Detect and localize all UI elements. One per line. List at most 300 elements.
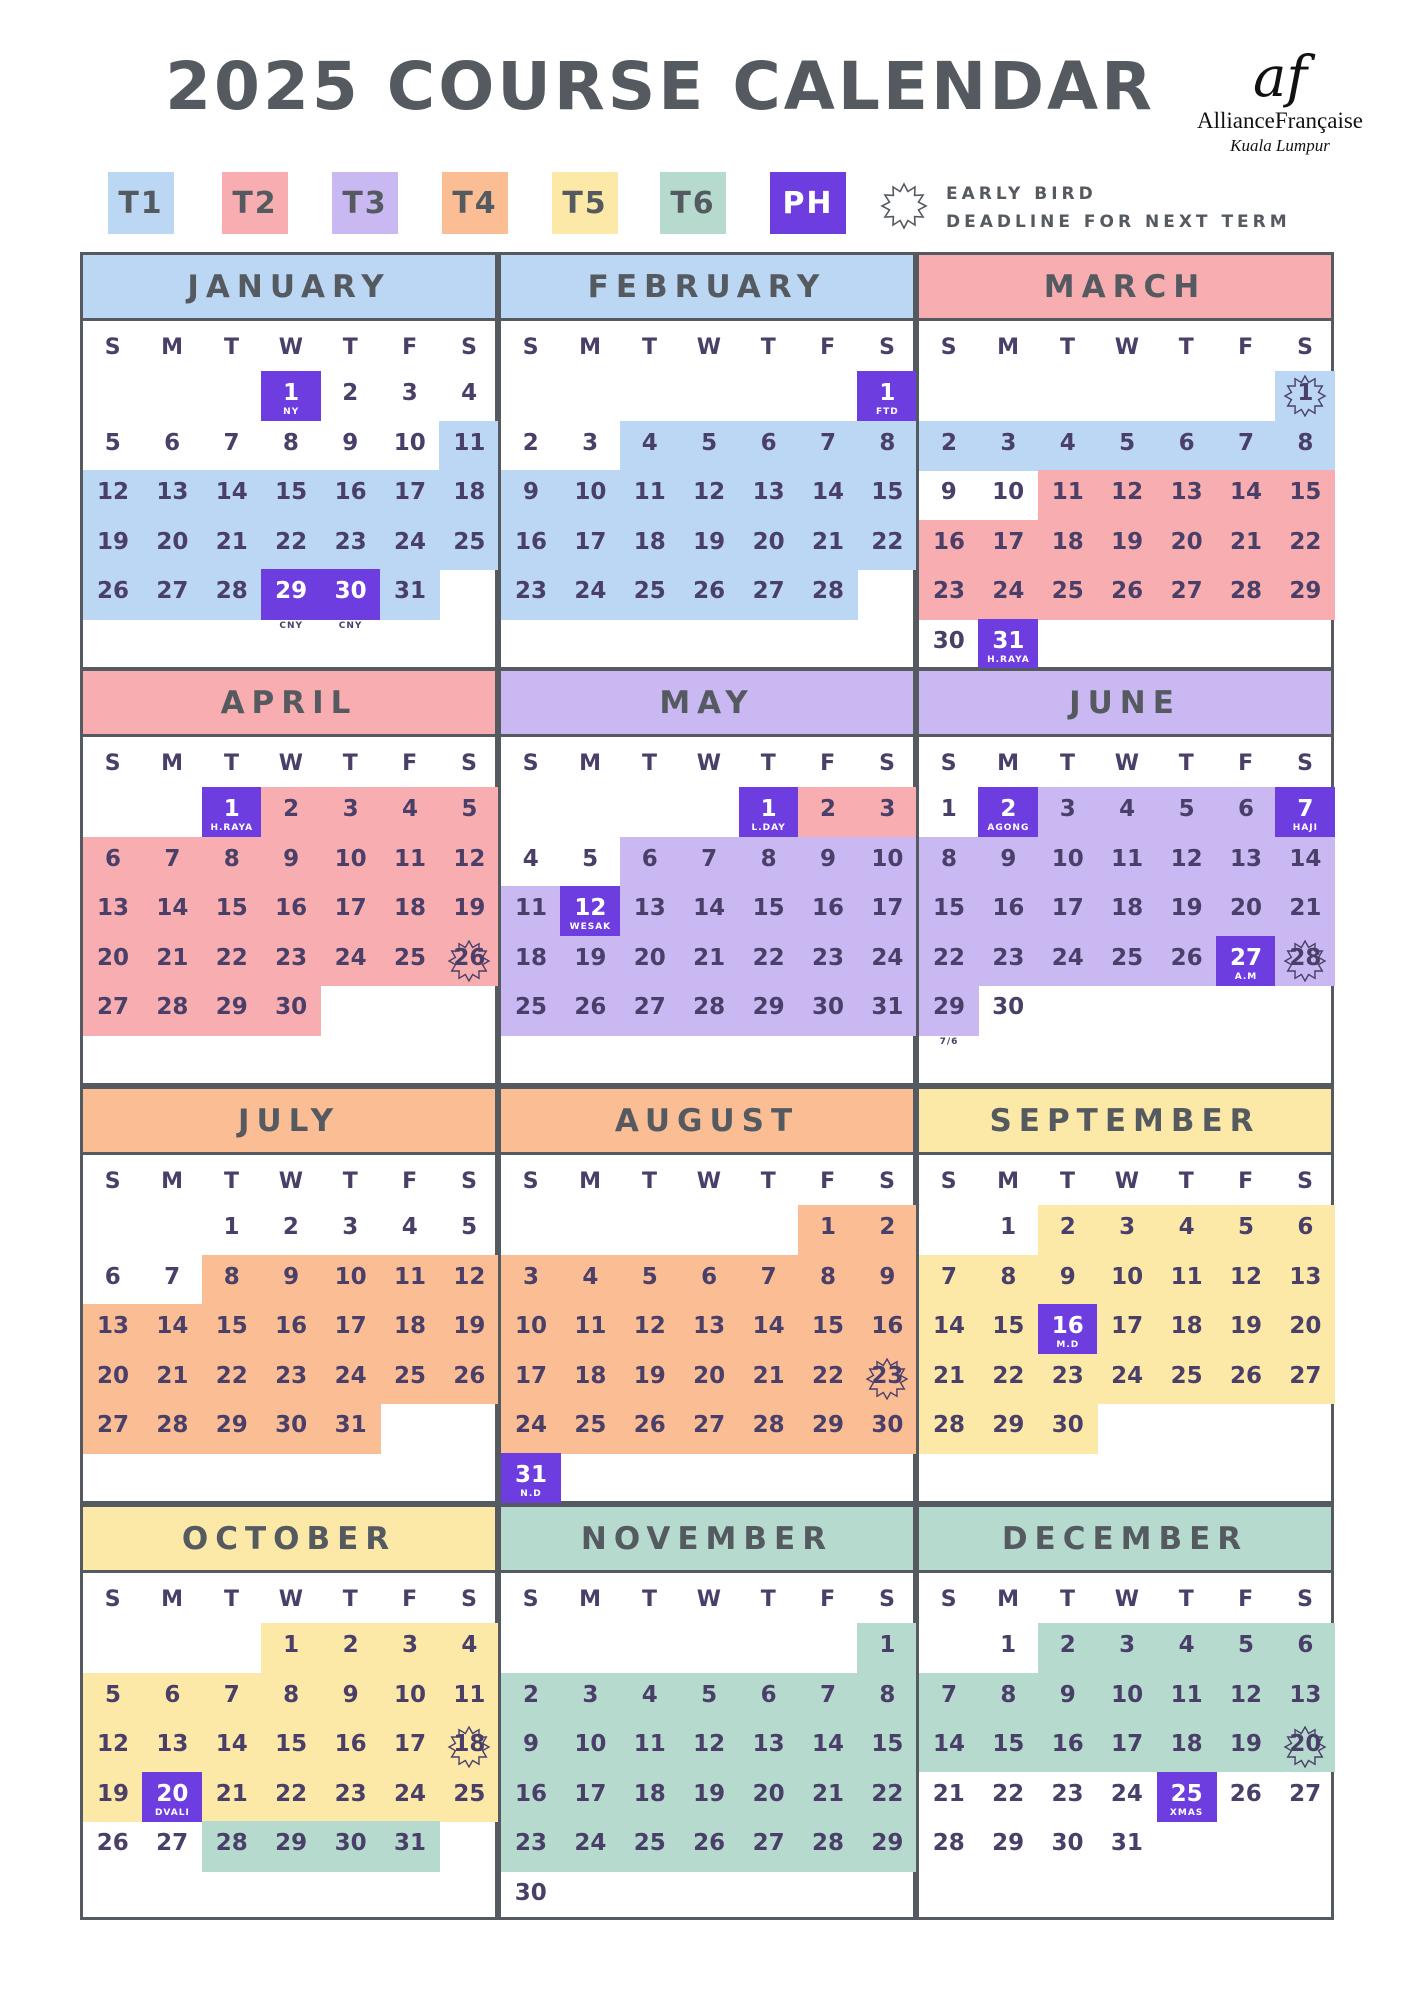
weekday-header: W [278,1169,304,1194]
day-number: 11 [574,1313,607,1340]
day-cell [321,1821,381,1871]
day-number: 11 [1051,479,1084,506]
day-cell [978,1722,1038,1772]
day-cell [857,520,917,570]
day-number: 6 [701,1263,718,1290]
month-title: SEPTEMBER [919,1089,1331,1155]
day-number: 18 [633,1780,666,1807]
day-cell [439,1673,499,1723]
day-cell [1216,569,1276,619]
day-number: 26 [96,578,129,605]
weekday-header: W [278,1587,304,1612]
day-number: 15 [932,895,965,922]
day-cell [83,1673,143,1723]
day-number: 3 [582,429,599,456]
month-january [80,252,498,670]
day-cell [501,1673,561,1723]
day-number: 27 [693,1412,726,1439]
day-cell [83,1354,143,1404]
day-cell [560,1354,620,1404]
day-number: 20 [1170,528,1203,555]
day-cell [1157,1354,1217,1404]
day-cell [1038,886,1098,936]
day-cell [439,1354,499,1404]
day-number: 28 [811,1830,844,1857]
day-number: 25 [453,1780,486,1807]
day-number: 31 [393,578,426,605]
day-cell [83,1772,143,1822]
calendar-grid [80,252,1336,1920]
day-cell [142,520,202,570]
day-number: 14 [932,1731,965,1758]
day-number: 11 [393,1263,426,1290]
day-cell [620,1772,680,1822]
day-cell [1216,520,1276,570]
day-cell [1157,1623,1217,1673]
day-cell [798,1255,858,1305]
day-cell [142,886,202,936]
day-cell [142,1722,202,1772]
day-number: 13 [752,1731,785,1758]
day-number: 16 [514,528,547,555]
day-number: 13 [752,479,785,506]
day-number: 28 [932,1830,965,1857]
day-number: 11 [633,479,666,506]
day-cell [560,1772,620,1822]
day-number: 30 [932,628,965,654]
day-cell [380,1354,440,1404]
day-cell [83,1403,143,1453]
day-number: 23 [932,578,965,605]
day-number: 7 [940,1263,957,1290]
weekday-header: S [104,751,121,776]
day-number: 2 [1059,1214,1076,1240]
day-cell [620,1821,680,1871]
day-number: 18 [453,479,486,506]
day-cell [1097,1205,1157,1255]
day-cell [83,1304,143,1354]
day-cell [679,470,739,520]
day-number: 22 [752,944,785,971]
weekday-header: M [997,335,1020,360]
day-cell [1275,470,1335,520]
day-number: 5 [582,845,599,872]
day-number: 29 [215,1412,248,1439]
holiday-label: L.DAY [751,823,786,833]
day-cell [321,569,381,632]
day-number: 31 [393,1830,426,1857]
day-cell [798,1205,858,1255]
day-number: 9 [342,429,359,456]
day-cell [261,985,321,1035]
day-cell [978,837,1038,887]
day-cell [798,886,858,936]
day-number: 13 [156,1731,189,1758]
day-number: 19 [1229,1313,1262,1340]
day-cell [857,1403,917,1453]
holiday-label: DVALI [154,1807,190,1818]
day-number: 24 [871,944,904,971]
day-number: 19 [96,528,129,555]
day-cell [501,1453,561,1503]
day-cell [380,421,439,471]
day-number: 25 [633,578,666,605]
day-cell [1097,837,1157,887]
day-number: 14 [811,1731,844,1758]
month-july [80,1086,498,1504]
day-number: 12 [574,895,607,922]
day-number: 21 [693,944,726,971]
day-number: 27 [96,1412,129,1439]
day-cell [1275,1304,1335,1354]
day-cell [1275,1673,1335,1723]
weekday-header: T [342,335,358,360]
day-cell [83,1255,142,1305]
day-cell [739,1821,799,1871]
day-cell [261,886,321,936]
day-number: 1 [223,1214,240,1240]
day-number: 23 [992,944,1025,971]
day-cell [261,1623,321,1673]
day-cell [439,787,499,837]
day-cell [261,1722,321,1772]
weekday-header: T [223,751,239,776]
day-number: 26 [1170,944,1203,971]
day-cell [321,421,380,471]
day-number: 15 [871,1731,904,1758]
day-cell [798,1673,858,1723]
day-cell [380,1623,440,1673]
day-cell [380,470,440,520]
day-cell [739,520,799,570]
day-number: 18 [453,1731,486,1758]
day-number: 17 [1111,1313,1144,1340]
day-cell [202,985,262,1035]
day-cell [202,837,262,887]
day-number: 10 [1111,1263,1144,1290]
day-number: 24 [992,578,1025,605]
day-number: 3 [342,796,359,822]
day-cell [142,470,202,520]
day-cell [202,1354,262,1404]
day-number: 5 [461,1214,478,1240]
day-cell [739,787,799,837]
day-number: 19 [1111,528,1144,555]
day-number: 11 [514,895,547,922]
weekday-header: T [641,1587,657,1612]
day-cell [501,421,560,471]
day-cell [261,1403,321,1453]
day-cell [321,470,381,520]
month-august [498,1086,916,1504]
day-number: 3 [1119,1214,1136,1240]
day-number: 3 [582,1681,599,1708]
day-number: 20 [752,528,785,555]
weekday-header: S [879,1587,896,1612]
day-number: 10 [992,479,1025,506]
month-may [498,668,916,1086]
day-cell [1038,470,1098,520]
day-number: 15 [1289,479,1322,506]
day-cell [798,936,858,986]
month-november [498,1504,916,1920]
day-cell [83,569,143,619]
day-cell [1157,421,1217,471]
day-cell [321,1354,381,1404]
day-number: 3 [1119,1632,1136,1658]
day-cell [560,1821,620,1871]
day-number: 24 [1111,1362,1144,1389]
day-number: 30 [1051,1830,1084,1857]
day-number: 26 [453,1362,486,1389]
day-number: 25 [633,1830,666,1857]
weekday-header: T [223,1587,239,1612]
weekday-header: F [1238,335,1254,360]
weekday-header: W [1114,751,1140,776]
day-cell [202,470,262,520]
day-cell [798,1772,858,1822]
weekday-header: T [223,335,239,360]
day-number: 17 [393,1731,426,1758]
day-cell [1275,1255,1335,1305]
day-cell [739,837,799,887]
day-number: 22 [275,1780,308,1807]
day-number: 20 [1289,1313,1322,1340]
day-number: 22 [215,944,248,971]
day-number: 20 [633,944,666,971]
month-title: MARCH [919,255,1331,321]
day-cell [321,1304,381,1354]
day-number: 17 [1051,895,1084,922]
holiday-label: H.RAYA [210,823,254,833]
day-cell [919,985,979,1048]
day-number: 19 [453,1313,486,1340]
day-number: 23 [334,528,367,555]
day-cell [1275,1772,1334,1822]
weekday-header: S [522,335,539,360]
day-cell [202,1304,262,1354]
day-number: 25 [574,1412,607,1439]
day-number: 10 [393,429,426,456]
day-number: 13 [693,1313,726,1340]
day-number: 7 [760,1263,777,1290]
day-cell [857,1255,917,1305]
day-cell [1097,787,1157,837]
day-number: 17 [871,895,904,922]
day-number: 23 [275,1362,308,1389]
legend-chip-t4: T4 [442,172,508,234]
day-number: 1 [940,796,957,822]
day-cell [978,1623,1037,1673]
day-cell [679,1821,739,1871]
day-number: 15 [871,479,904,506]
holiday-label: HAJI [1292,823,1318,833]
day-cell [560,1255,620,1305]
weekday-header: F [820,751,836,776]
day-cell [202,1722,262,1772]
day-number: 6 [1178,429,1195,456]
day-number: 9 [1059,1263,1076,1290]
weekday-header: T [1178,1587,1194,1612]
day-number: 6 [760,1681,777,1708]
day-number: 18 [393,1313,426,1340]
day-number: 28 [156,1412,189,1439]
legend-chip-t1: T1 [108,172,174,234]
day-cell [919,569,979,619]
day-cell [978,1354,1038,1404]
day-cell [1275,1205,1335,1255]
day-cell [380,886,440,936]
day-number: 3 [1059,796,1076,822]
day-number: 1 [879,380,896,406]
day-cell [501,886,561,936]
day-number: 4 [582,1263,599,1290]
day-cell [1038,421,1098,471]
day-number: 28 [811,578,844,605]
day-cell [380,1255,440,1305]
weekday-header: W [696,1169,722,1194]
day-cell [1038,1354,1098,1404]
day-cell [1275,1722,1335,1772]
day-cell [261,1354,321,1404]
day-cell [978,569,1038,619]
weekday-header: S [940,335,957,360]
day-cell [560,520,620,570]
month-title: AUGUST [501,1089,913,1155]
day-cell [679,520,739,570]
day-number: 12 [453,845,486,872]
day-cell [439,470,499,520]
day-cell [501,1304,561,1354]
day-number: 4 [522,845,539,872]
day-number: 8 [940,845,957,872]
day-number: 1 [760,796,777,822]
day-number: 15 [275,1731,308,1758]
day-number: 5 [701,429,718,456]
month-september [916,1086,1334,1504]
day-cell [679,936,739,986]
day-number: 27 [752,578,785,605]
day-cell [501,569,561,619]
day-number: 30 [1051,1412,1084,1439]
day-cell [1275,371,1335,421]
day-cell [1038,520,1098,570]
day-cell [501,1772,561,1822]
day-number: 15 [752,895,785,922]
day-number: 18 [1051,528,1084,555]
day-cell [83,1821,142,1871]
day-cell [857,1304,917,1354]
day-number: 14 [811,479,844,506]
day-number: 24 [1110,1780,1143,1807]
day-cell [679,1673,739,1723]
day-cell [978,985,1037,1035]
day-cell [1038,1821,1097,1871]
day-number: 13 [96,1313,129,1340]
day-number: 4 [641,1681,658,1708]
day-cell [620,1354,680,1404]
day-cell [380,1821,440,1871]
weekday-header: T [342,1169,358,1194]
day-cell [1216,837,1276,887]
day-number: 5 [641,1263,658,1290]
day-number: 8 [223,1263,240,1290]
day-number: 11 [1170,1681,1203,1708]
day-number: 28 [932,1412,965,1439]
day-cell [1038,1623,1098,1673]
day-cell [978,1821,1037,1871]
day-cell [857,1354,917,1404]
weekday-header: F [1238,1169,1254,1194]
day-number: 17 [574,528,607,555]
day-number: 23 [871,1362,904,1389]
day-number: 20 [693,1362,726,1389]
day-cell [380,837,440,887]
day-cell [739,1304,799,1354]
month-title: JULY [83,1089,495,1155]
weekday-header: T [342,751,358,776]
day-number: 24 [574,578,607,605]
day-cell [919,1304,979,1354]
day-cell [142,837,202,887]
day-number: 20 [156,528,189,555]
day-cell [321,1255,381,1305]
day-cell [1275,569,1335,619]
day-number: 5 [104,429,121,456]
day-cell [1216,1722,1276,1772]
day-cell [798,520,858,570]
weekday-header: S [104,1169,121,1194]
day-number: 12 [453,1263,486,1290]
day-cell [501,837,560,887]
day-cell [560,470,620,520]
day-number: 1 [1000,1214,1017,1240]
day-cell [739,886,799,936]
day-number: 19 [96,1780,129,1807]
day-cell [321,936,381,986]
day-number: 18 [393,895,426,922]
day-cell [620,1673,680,1723]
day-number: 5 [1119,429,1136,456]
weekday-header: W [278,335,304,360]
day-cell [798,837,858,887]
day-cell [321,886,381,936]
day-number: 21 [752,1362,785,1389]
day-number: 27 [1289,1362,1322,1389]
day-number: 3 [401,1632,418,1658]
day-number: 26 [1229,1362,1262,1389]
day-cell [978,520,1038,570]
day-cell [798,1304,858,1354]
day-number: 19 [453,895,486,922]
day-cell [83,1722,143,1772]
day-number: 8 [1000,1263,1017,1290]
day-number: 12 [1229,1681,1262,1708]
day-number: 5 [701,1681,718,1708]
day-cell [620,520,680,570]
day-cell [261,837,321,887]
month-title: FEBRUARY [501,255,913,321]
day-number: 29 [215,994,248,1021]
weekday-header: M [997,1587,1020,1612]
day-number: 12 [1229,1263,1262,1290]
legend-chip-t2: T2 [222,172,288,234]
day-number: 2 [342,380,359,406]
logo-name: AllianceFrançaise [1196,108,1364,133]
day-cell [857,837,917,887]
day-number: 2 [282,1214,299,1240]
day-cell [739,569,799,619]
